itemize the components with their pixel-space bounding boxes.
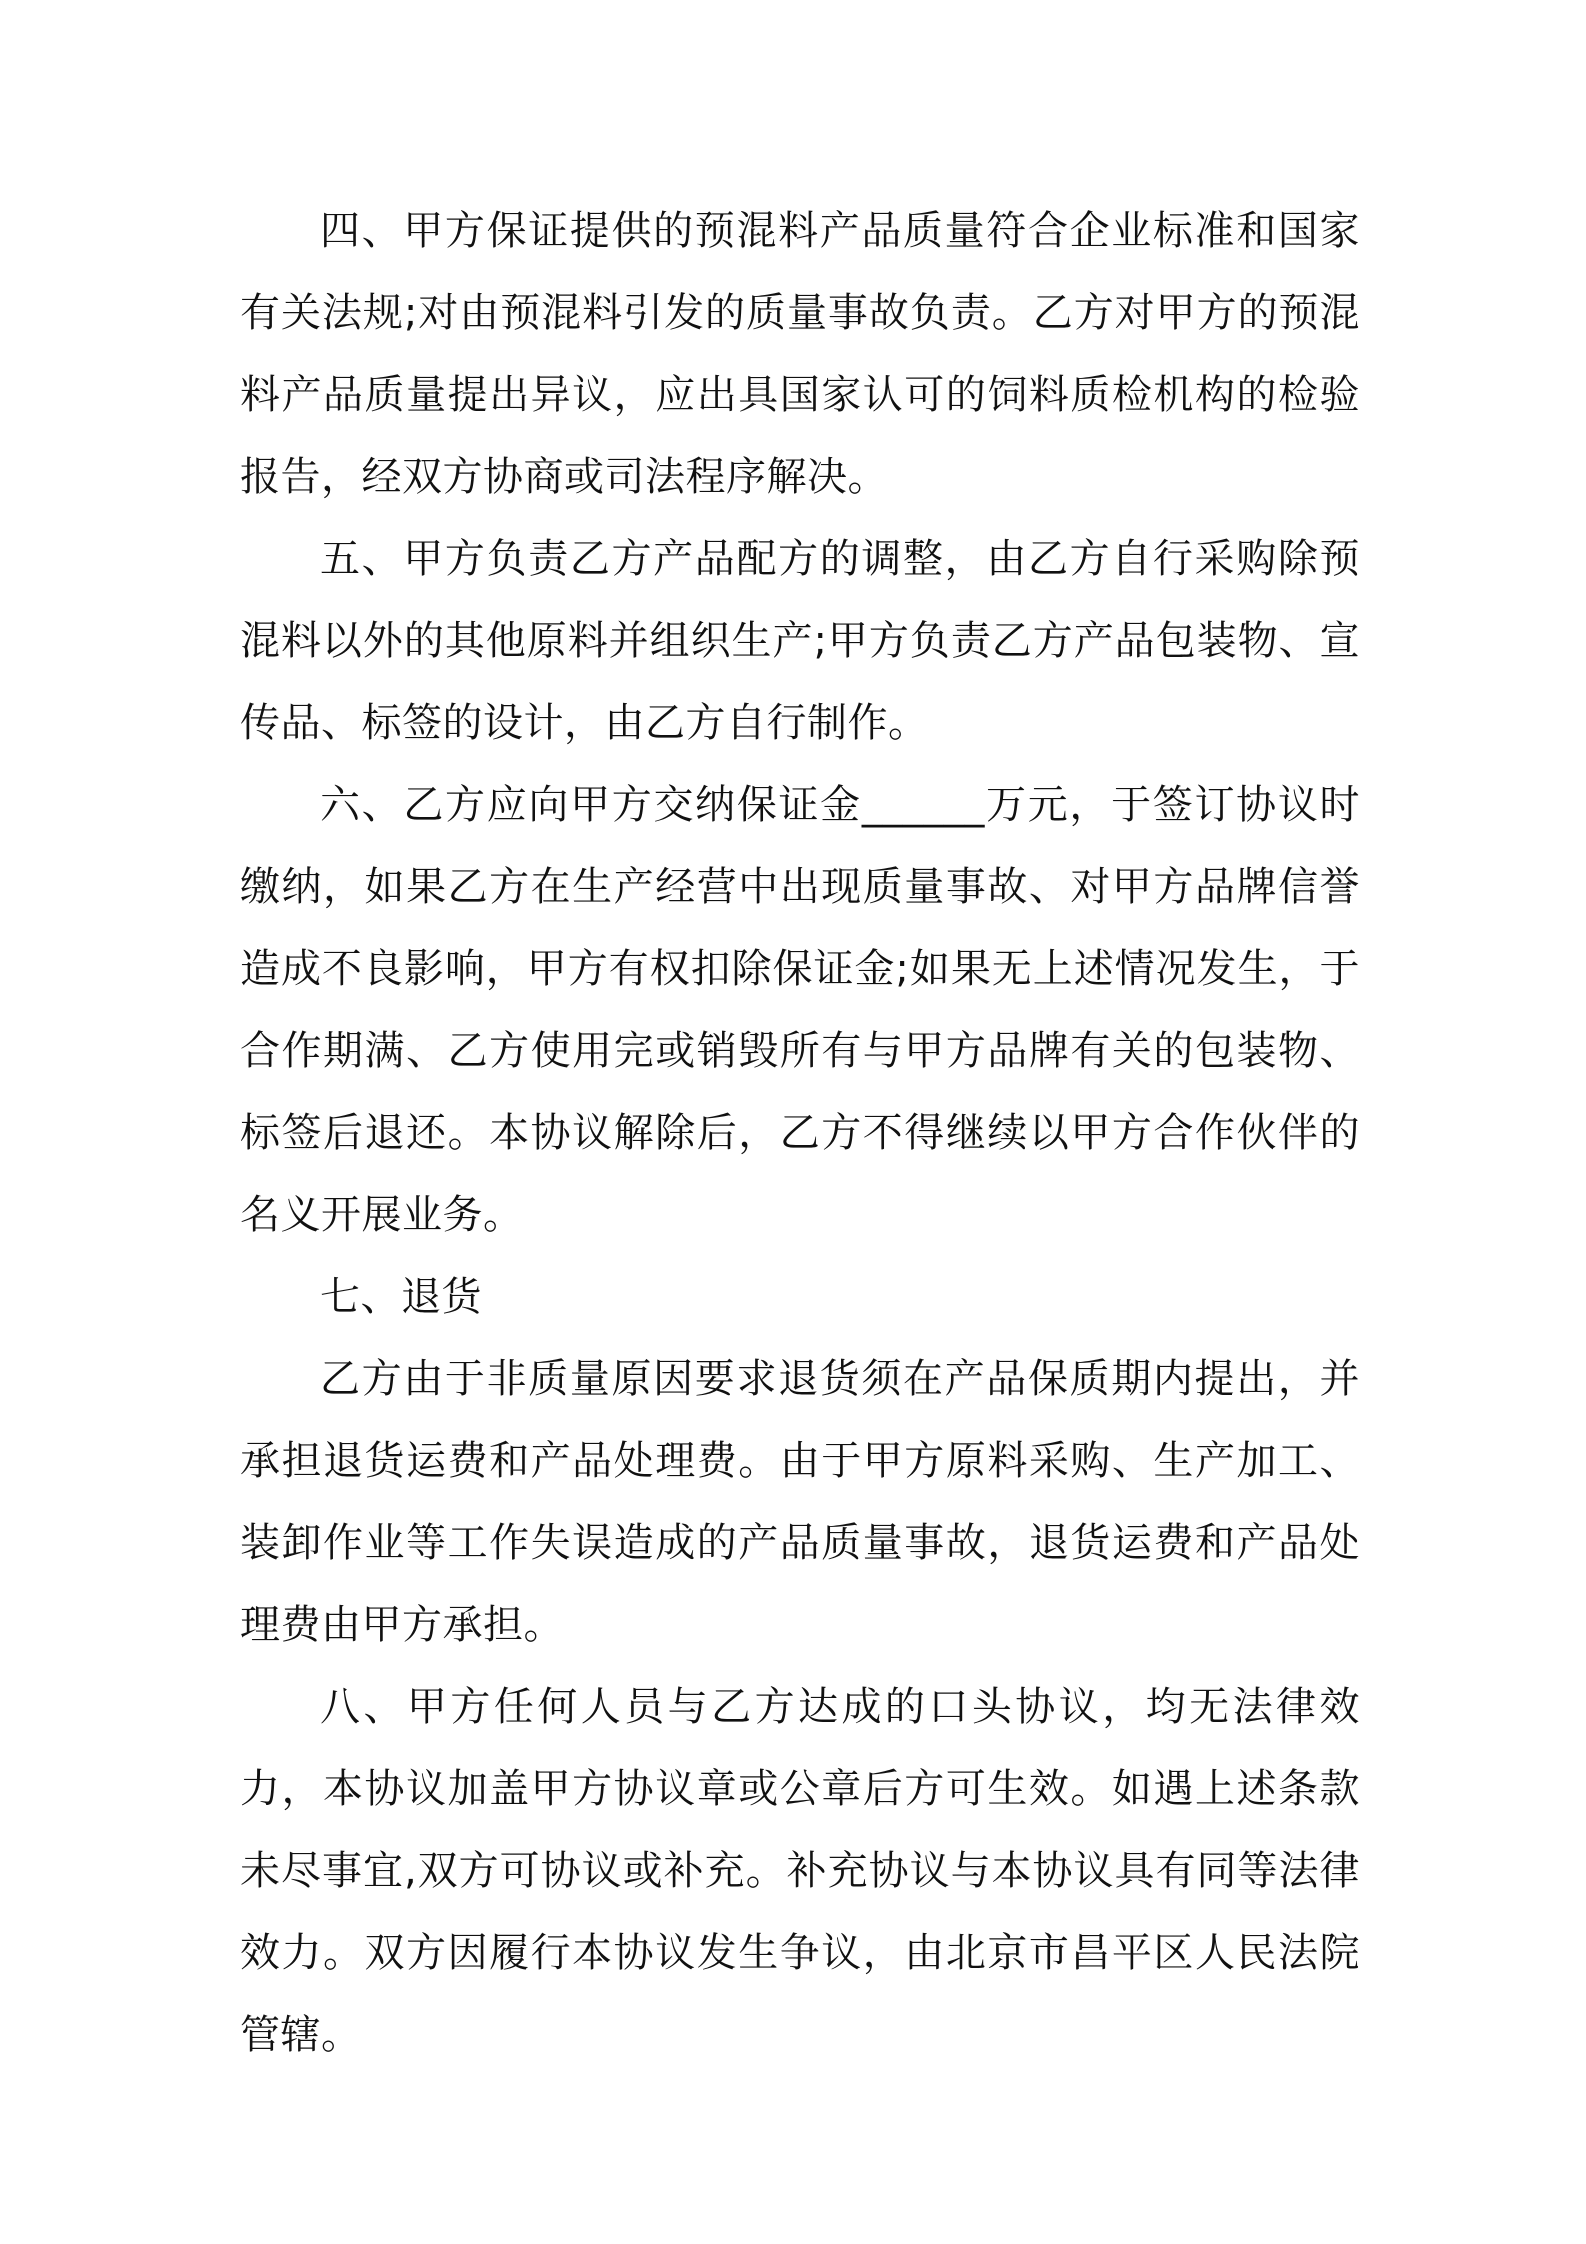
clause-8-paragraph: 八、甲方任何人员与乙方达成的口头协议，均无法律效力，本协议加盖甲方协议章或公章后方可生效。如遇上述条款未尽事宜,双方可协议或补充。补充协议与本协议具有同等法律效力。双方因履行本协议发生争议，由北京市昌平区人民法院管辖。 [240, 1684, 1360, 2058]
clause-4-paragraph: 四、甲方保证提供的预混料产品质量符合企业标准和国家有关法规;对由预混料引发的质量事故负责。乙方对甲方的预混料产品质量提出异议，应出具国家认可的饲料质检机构的检验报告，经双方协商或司法程序解决。 [240, 208, 1360, 500]
clause-5-paragraph: 五、甲方负责乙方产品配方的调整，由乙方自行采购除预混料以外的其他原料并组织生产;甲方负责乙方产品包装物、宣传品、标签的设计，由乙方自行制作。 [240, 536, 1360, 746]
clause-7-heading: 七、退货 [320, 1274, 482, 1320]
document-body [240, 190, 1360, 2076]
clause-7-paragraph: 乙方由于非质量原因要求退货须在产品保质期内提出，并承担退货运费和产品处理费。由于甲方原料采购、生产加工、装卸作业等工作失误造成的产品质量事故，退货运费和产品处理费由甲方承担。 [240, 1356, 1360, 1648]
clause-6-paragraph: 六、乙方应向甲方交纳保证金______万元，于签订协议时缴纳，如果乙方在生产经营中出现质量事故、对甲方品牌信誉造成不良影响，甲方有权扣除保证金;如果无上述情况发生，于合作期满、乙方使用完或销毁所有与甲方品牌有关的包装物、标签后退还。本协议解除后，乙方不得继续以甲方合作伙伴的名义开展业务。 [240, 782, 1360, 1238]
